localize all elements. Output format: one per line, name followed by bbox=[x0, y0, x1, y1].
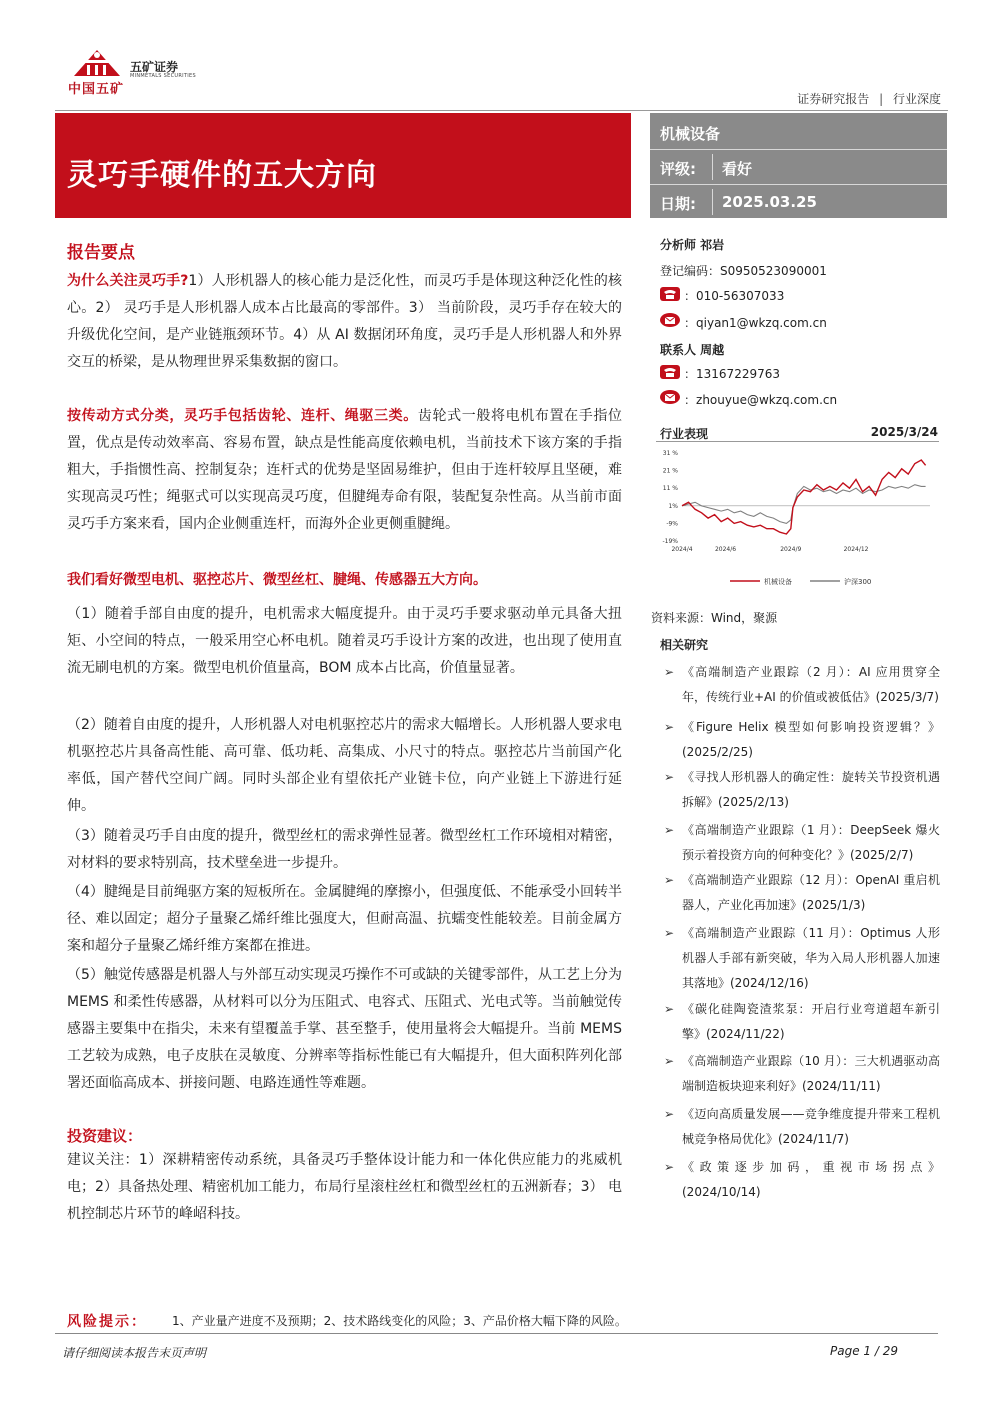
analyst-name: 分析师 祁岩 bbox=[660, 238, 725, 252]
x-tick-label: 2024/12 bbox=[843, 546, 869, 553]
y-tick-label: 21 % bbox=[662, 467, 678, 475]
paragraph-why bbox=[67, 268, 622, 376]
bullet-arrow-icon: ➢ bbox=[664, 720, 675, 734]
related-research-title: 相关研究 bbox=[660, 638, 709, 652]
footer-divider bbox=[55, 1333, 938, 1334]
tag-separator: | bbox=[879, 92, 884, 106]
chart-source: 资料来源：Wind，聚源 bbox=[651, 611, 778, 625]
paragraph-sensor: （5）触觉传感器是机器人与外部互动实现灵巧操作不可或缺的关键零部件，从工艺上分为 MEMS 和柔性传感器，从材料可以分为压阻式、电容式、压阻式、光电式等。当前触觉传感器主要集中在指尖，未来有望覆盖手掌、甚至整手，使用量将会大幅提升。当前 MEMS 工艺较为成熟，电子皮肤在灵敏度、分辨率等指标性能已有大幅提升，但大面积阵列化部署还面临高成本、拼接问题、电路连通性等难题。 bbox=[67, 967, 622, 1091]
paragraph-body: 1）人形机器人的核心能力是泛化性，而灵巧手是体现这种泛化性的核心。2） 灵巧手是人形机器人成本占比最高的零部件。3） 当前阶段，灵巧手存在较大的升级优化空间，是产业链瓶颈环节。4）从 AI 数据闭环角度，灵巧手是人形机器人和外界交互的桥梁，是从物理世界采集数据的窗口。 bbox=[67, 273, 623, 370]
email-icon bbox=[660, 390, 680, 404]
related-research-item[interactable] bbox=[664, 997, 940, 1047]
row-separator bbox=[712, 189, 713, 215]
investment-title: 投资建议： bbox=[67, 1127, 143, 1145]
related-research-item[interactable] bbox=[664, 660, 940, 710]
industry-row bbox=[650, 115, 947, 149]
related-research-text[interactable]: 《政策逐步加码，重视市场拐点》(2024/10/14) bbox=[682, 1160, 940, 1199]
email-address[interactable]: zhouyue@wkzq.com.cn bbox=[696, 393, 838, 407]
y-tick-label: 11 % bbox=[662, 485, 678, 493]
rating-label: 评级: bbox=[660, 160, 696, 178]
industry-performance-chart bbox=[652, 443, 942, 593]
y-tick-label: 1% bbox=[668, 502, 678, 510]
related-research-text[interactable]: 《碳化硅陶瓷渣浆泵：开启行业弯道超车新引擎》(2024/11/22) bbox=[682, 1002, 940, 1041]
bullet-arrow-icon: ➢ bbox=[664, 1160, 675, 1174]
risk-label: 风险提示： bbox=[67, 1314, 147, 1330]
minmetals-logo-icon bbox=[70, 44, 124, 78]
paragraph-motor: （1）随着手部自由度的提升，电机需求大幅度提升。由于灵巧手要求驱动单元具备大扭矩、小空间的特点，一般采用空心杯电机。随着灵巧手设计方案的改进，也出现了使用直流无刷电机的方案。微型电机价值量高，BOM 成本占比高，价值量显著。 bbox=[67, 606, 622, 676]
header-divider bbox=[55, 110, 948, 111]
rating-box bbox=[650, 113, 947, 218]
analyst-registration: 登记编码：S0950523090001 bbox=[660, 264, 827, 278]
phone-icon bbox=[660, 287, 680, 301]
brand-name-en: MINMETALS SECURITIES bbox=[130, 73, 196, 79]
phone-number: 010-56307033 bbox=[696, 289, 785, 303]
related-research-text[interactable]: 《迈向高质量发展——竞争维度提升带来工程机械竞争格局优化》(2024/11/7) bbox=[682, 1107, 940, 1146]
legend-label: 机械设备 bbox=[764, 578, 792, 586]
chart-legend bbox=[730, 577, 871, 586]
related-research-item[interactable] bbox=[664, 1155, 940, 1205]
analyst-email[interactable] bbox=[684, 314, 827, 331]
chart-divider bbox=[656, 441, 939, 442]
email-address[interactable]: qiyan1@wkzq.com.cn bbox=[696, 316, 827, 330]
colon: ： bbox=[684, 393, 697, 407]
bullet-arrow-icon: ➢ bbox=[664, 770, 675, 784]
x-tick-label: 2024/4 bbox=[671, 546, 693, 553]
related-research-text[interactable]: 《高端制造产业跟踪（12 月）：OpenAI 重启机器人，产业化再加速》(2025/1/3) bbox=[682, 873, 940, 912]
phone-icon bbox=[660, 365, 680, 379]
contact-phone bbox=[684, 365, 780, 382]
logo-text: 中国五矿 bbox=[68, 82, 125, 97]
x-tick-label: 2024/6 bbox=[714, 546, 737, 553]
bullet-arrow-icon: ➢ bbox=[664, 665, 675, 679]
related-research-item[interactable] bbox=[664, 765, 940, 815]
contact-name: 联系人 周越 bbox=[660, 343, 725, 357]
disclaimer-note: 请仔细阅读本报告末页声明 bbox=[62, 1346, 207, 1360]
contact-email[interactable] bbox=[684, 391, 837, 408]
rating-value: 看好 bbox=[722, 160, 753, 178]
related-research-item[interactable] bbox=[664, 868, 940, 918]
bullet-arrow-icon: ➢ bbox=[664, 1002, 675, 1016]
related-research-text[interactable]: 《高端制造产业跟踪（1 月）：DeepSeek 爆火预示着投资方向的何种变化？》(2025/2/7) bbox=[682, 823, 940, 862]
series-line-machinery bbox=[682, 460, 926, 534]
phone-number: 13167229763 bbox=[696, 367, 780, 381]
related-research-text[interactable]: 《寻找人形机器人的确定性：旋转关节投资机遇拆解》(2025/2/13) bbox=[682, 770, 940, 809]
paragraph-screw: （3）随着灵巧手自由度的提升，微型丝杠的需求弹性显著。微型丝杠工作环境相对精密，对材料的要求特别高，技术壁垒进一步提升。 bbox=[67, 828, 622, 871]
report-type-tag bbox=[797, 90, 941, 107]
brand-name: 五矿证券 bbox=[130, 60, 179, 74]
y-tick-label: 31 % bbox=[662, 450, 678, 457]
related-research-item[interactable] bbox=[664, 1049, 940, 1099]
colon: ： bbox=[684, 316, 697, 330]
y-tick-label: -9% bbox=[666, 520, 678, 528]
related-research-text[interactable]: 《高端制造产业跟踪（2 月）：AI 应用贯穿全年，传统行业+AI 的价值或被低估》(2025/3/7) bbox=[682, 665, 940, 704]
related-research-text[interactable]: 《高端制造产业跟踪（10 月）：三大机遇驱动高端制造板块迎来利好》(2024/11/11) bbox=[682, 1054, 940, 1093]
bullet-arrow-icon: ➢ bbox=[664, 926, 675, 940]
related-research-item[interactable] bbox=[664, 715, 940, 765]
paragraph-head: 为什么关注灵巧手? bbox=[67, 273, 189, 289]
related-research-item[interactable] bbox=[664, 921, 940, 996]
legend-label: 沪深300 bbox=[844, 578, 872, 586]
related-research-text[interactable]: 《Figure Helix 模型如何影响投资逻辑？》(2025/2/25) bbox=[682, 720, 940, 759]
bullet-arrow-icon: ➢ bbox=[664, 1054, 675, 1068]
email-icon bbox=[660, 313, 680, 327]
paragraph-chip: （2）随着自由度的提升，人形机器人对电机驱控芯片的需求大幅增长。人形机器人要求电机驱控芯片具备高性能、高可靠、低功耗、高集成、小尺寸的特点。驱控芯片当前国产化率低，国产替代空间广阔。同时头部企业有望依托产业链卡位，向产业链上下游进行延伸。 bbox=[67, 717, 622, 814]
investment-advice: 建议关注：1）深耕精密传动系统，具备灵巧手整体设计能力和一体化供应能力的兆威机电；2）具备热处理、精密机加工能力，布局行星滚柱丝杠和微型丝杠的五洲新春；3） 电机控制芯片环节的峰岹科技。 bbox=[67, 1152, 622, 1222]
report-subcategory: 行业深度 bbox=[892, 92, 941, 106]
paragraph-classification bbox=[67, 403, 622, 538]
report-title: 灵巧手硬件的五大方向 bbox=[67, 158, 377, 193]
paragraph-body: 齿轮式一般将电机布置在手指位置，优点是传动效率高、容易布置，缺点是性能高度依赖电机，当前技术下该方案的手指粗大，手指惯性高、控制复杂；连杆式的优势是坚固易维护，但由于连杆较厚且坚硬，难实现高灵巧性；绳驱式可以实现高灵巧度，但腱绳寿命有限，装配复杂性高。从当前市面灵巧手方案来看，国内企业侧重连杆，而海外企业更侧重腱绳。 bbox=[67, 408, 623, 532]
section-title: 报告要点 bbox=[67, 243, 135, 263]
date-label: 日期: bbox=[660, 195, 696, 213]
related-research-item[interactable] bbox=[664, 1102, 940, 1152]
colon: ： bbox=[684, 367, 697, 381]
bullet-arrow-icon: ➢ bbox=[664, 823, 675, 837]
related-research-text[interactable]: 《高端制造产业跟踪（11 月）：Optimus 人形机器人手部有新突破，华为入局人形机器人加速其落地》(2024/12/16) bbox=[682, 926, 940, 990]
chart-series bbox=[682, 460, 926, 534]
bullet-arrow-icon: ➢ bbox=[664, 873, 675, 887]
bullet-arrow-icon: ➢ bbox=[664, 1107, 675, 1121]
date-row bbox=[650, 185, 947, 219]
y-tick-label: -19% bbox=[662, 538, 678, 545]
x-tick-label: 2024/9 bbox=[780, 546, 802, 553]
related-research-item[interactable] bbox=[664, 818, 940, 868]
date-value: 2025.03.25 bbox=[722, 193, 817, 211]
chart-date: 2025/3/24 bbox=[870, 425, 938, 439]
page-number: Page 1 / 29 bbox=[830, 1344, 898, 1358]
report-category: 证券研究报告 bbox=[797, 92, 870, 106]
colon: ： bbox=[684, 289, 697, 303]
chart-title: 行业表现 bbox=[660, 427, 709, 441]
rating-row bbox=[650, 150, 947, 184]
paragraph-five-directions: 我们看好微型电机、驱控芯片、微型丝杠、腱绳、传感器五大方向。 bbox=[67, 572, 487, 588]
x-axis-ticks bbox=[671, 546, 868, 553]
row-separator bbox=[712, 154, 713, 180]
paragraph-tendon: （4）腱绳是目前绳驱方案的短板所在。金属腱绳的摩擦小，但强度低、不能承受小回转半径、难以固定；超分子量聚乙烯纤维比强度大，但耐高温、抗蠕变性能较差。目前金属方案和超分子量聚乙烯纤维方案都在推进。 bbox=[67, 884, 622, 954]
analyst-phone bbox=[684, 287, 784, 304]
paragraph-head: 按传动方式分类，灵巧手包括齿轮、连杆、绳驱三类。 bbox=[67, 408, 418, 424]
industry-name: 机械设备 bbox=[660, 125, 721, 143]
risk-text: 1、产业量产进度不及预期；2、技术路线变化的风险；3、产品价格大幅下降的风险。 bbox=[172, 1314, 627, 1328]
